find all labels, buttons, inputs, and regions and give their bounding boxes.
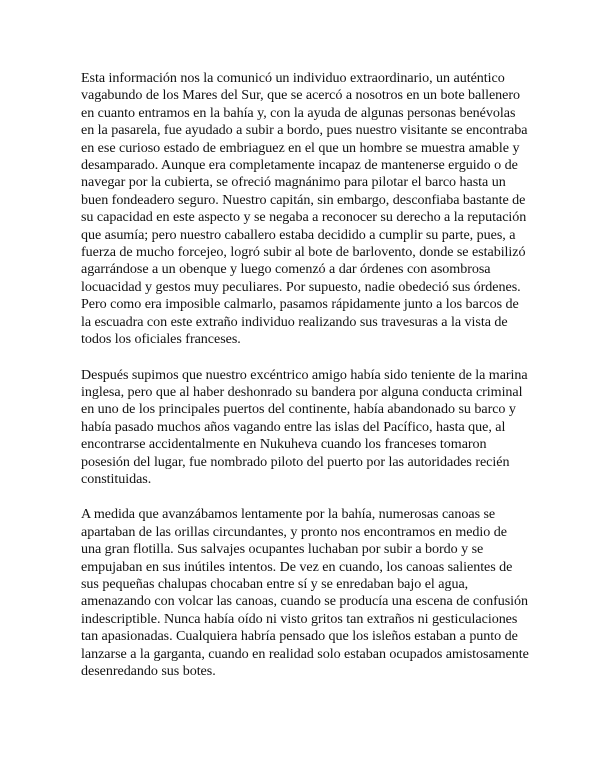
paragraph-2: Después supimos que nuestro excéntrico amigo había sido teniente de la marina inglesa, pero que al haber deshonrado su bandera por alguna conducta criminal en uno de los principales puertos del continente, había abandonado su barco y había pasado muchos años vagando entre las islas del Pacífico, hasta que, al encontrarse accidentalmente en Nukuheva cuando los franceses tomaron posesión del lugar, fue nombrado piloto del puerto por las autoridades recién constituidas. [81,366,528,487]
paragraph-3: A medida que avanzábamos lentamente por la bahía, numerosas canoas se apartaban de las orillas circundantes, y pronto nos encontramos en medio de una gran flotilla. Sus salvajes ocupantes luchaban por subir a bordo y se empujaban en sus inútiles intentos. De vez en cuando, los canoas salientes de sus pequeñas chalupas chocaban entre sí y se enredaban bajo el agua, amenazando con volcar las canoas, cuando se producía una escena de confusión indescriptible. Nunca había oído ni visto gritos tan extraños ni gesticulaciones tan apasionadas. Cualquiera habría pensado que los isleños estaban a punto de lanzarse a la garganta, cuando en realidad solo estaban ocupados amistosamente desenredando sus botes. [81,506,529,679]
paragraph-1: Esta información nos la comunicó un individuo extraordinario, un auténtico vagabundo de los Mares del Sur, que se acercó a nosotros en un bote ballenero en cuanto entramos en la bahía y, con la ayuda de algunas personas benévolas en la pasarela, fue ayudado a subir a bordo, pues nuestro visitante se encontraba en ese curioso estado de embriaguez en el que un hombre se muestra amable y desamparado. Aunque era completamente incapaz de mantenerse erguido o de navegar por la cubierta, se ofreció magnánimo para pilotar el barco hasta un buen fondeadero seguro. Nuestro capitán, sin embargo, desconfiaba bastante de su capacidad en este aspecto y se negaba a reconocer su derecho a la reputación que asumía; pero nuestro caballero estaba decidido a cumplir su parte, pues, a fuerza de mucho forcejeo, logró subir al bote de barlovento, donde se estabilizó agarrándose a un obenque y luego comenzó a dar órdenes con asombrosa locuacidad y gestos muy peculiares. Por supuesto, nadie obedeció sus órdenes. Pero como era imposible calmarlo, pasamos rápidamente junto a los barcos de la escuadra con este extraño individuo realizando sus travesuras a la vista de todos los oficiales franceses. [81,70,528,348]
body-text [81,70,529,698]
